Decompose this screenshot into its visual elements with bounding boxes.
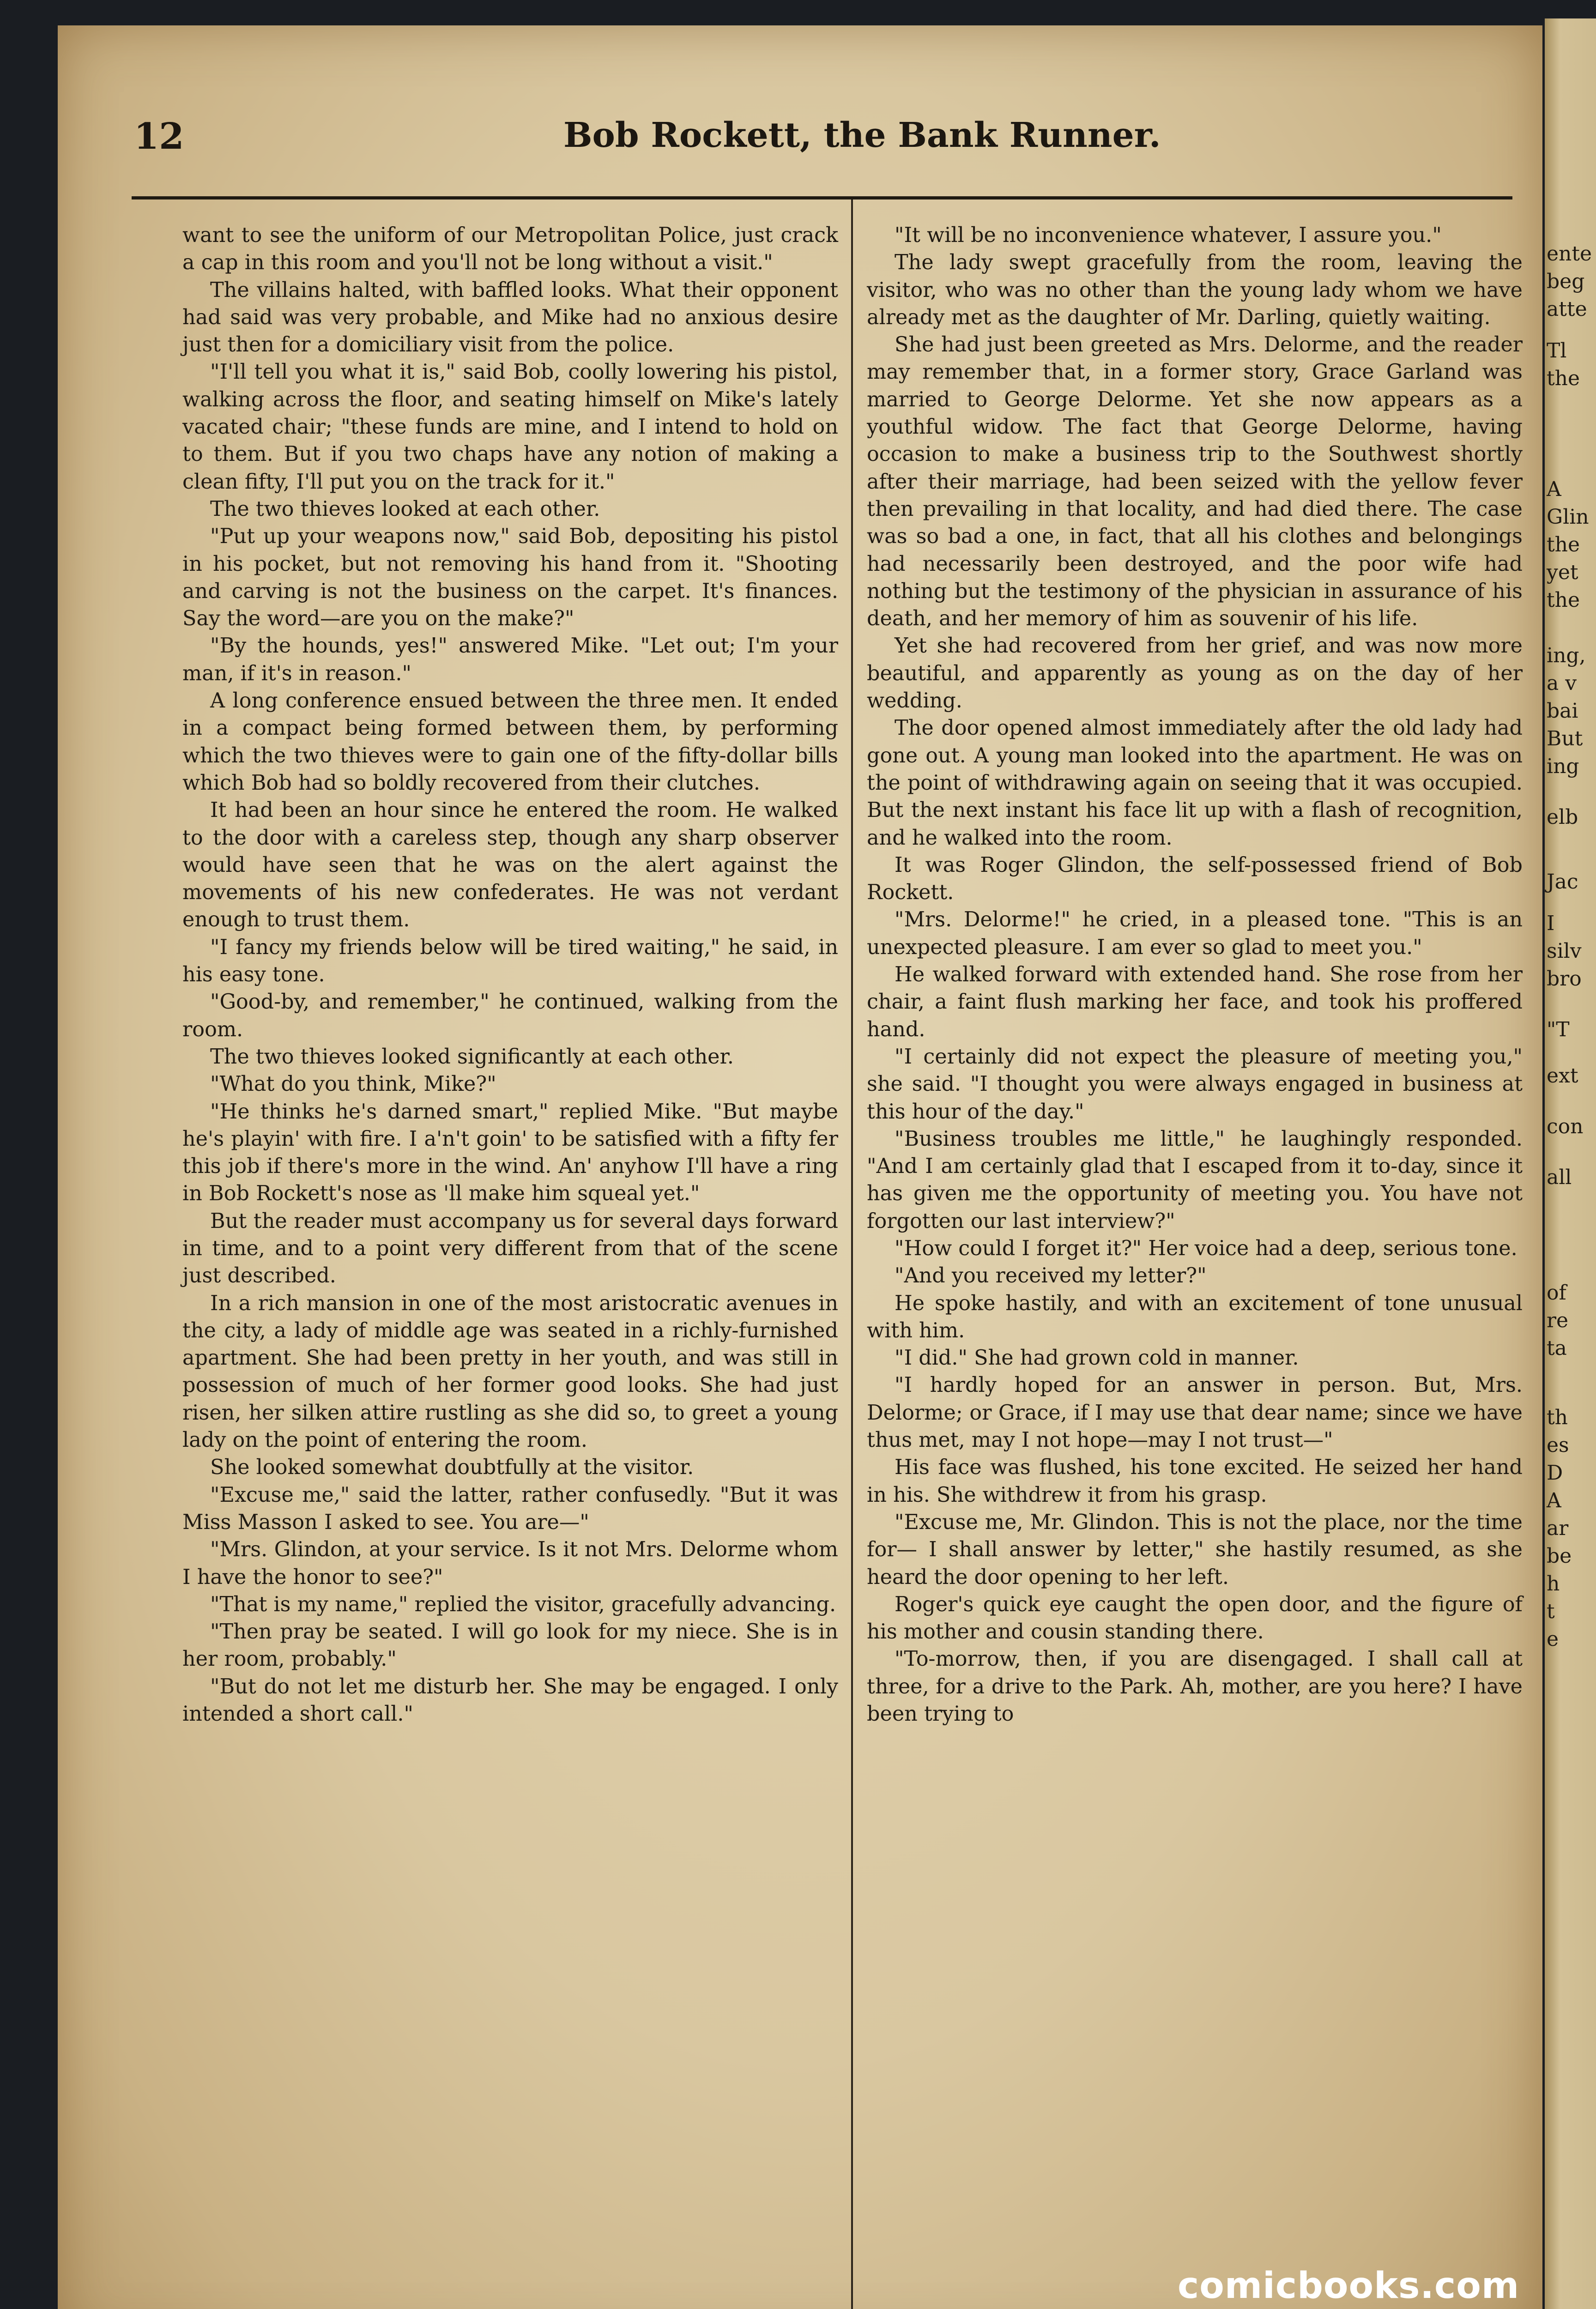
left-column [182, 222, 838, 1728]
paragraph: "Put up your weapons now," said Bob, depositing his pistol in his pocket, but not removing his hand from it. "Shooting and carving is not the business on the carpet. It's finances. Say the word—are you on the make?" [182, 525, 838, 631]
paragraph: She had just been greeted as Mrs. Delorme, and the reader may remember that, in a former story, Grace Garland was married to George Delorme. Yet she now appears as a youthful widow. The fact that George Delorme, having occasion to make a business trip to the Southwest shortly after their marriage, had been seized with the yellow fever then prevailing in that locality, and had died there. The case was so bad a one, in fact, that all his clothes and belongings had necessarily been destroyed, and the poor wife had nothing but the testimony of the physician in assurance of his death, and her memory of him as souvenir of his life. [867, 333, 1523, 631]
paragraph: "I hardly hoped for an answer in person. But, Mrs. Delorme; or Grace, if I may use that dear name; since we have thus met, may I not hope—may I not trust—" [867, 1373, 1523, 1452]
paragraph: "I certainly did not expect the pleasure of meeting you," she said. "I thought you were always engaged in business at this hour of the day." [867, 1045, 1523, 1124]
adjacent-page-edge [1545, 18, 1596, 2309]
next-page-fragment: the [1547, 533, 1580, 556]
paragraph: The door opened almost immediately after the old lady had gone out. A young man looked into the apartment. He was on the point of withdrawing again on seeing that it was occupied. But the next instant his face lit up with a flash of recognition, and he walked into the room. [867, 716, 1523, 850]
next-page-fragment: D [1547, 1461, 1563, 1485]
paragraph: "Business troubles me little," he laughingly responded. "And I am certainly glad that I escaped from it to-day, since it has given me the opportunity of meeting you. You have not forgotten our last interview?" [867, 1127, 1523, 1233]
next-page-fragment: Jac [1547, 870, 1578, 894]
paragraph: The villains halted, with baffled looks. What their opponent had said was very probable, and Mike had no anxious desire just then for a domiciliary visit from the police. [182, 278, 838, 357]
next-page-fragment: e [1547, 1627, 1559, 1651]
next-page-fragment: es [1547, 1433, 1569, 1457]
next-page-fragment: beg [1547, 270, 1585, 293]
paragraph: "He thinks he's darned smart," replied Mike. "But maybe he's playin' with fire. I a'n't goin' to be satisfied with a fifty fer this job if there's more in the wind. An' anyhow I'll have a ring in Bob Rockett's nose as 'll make him squeal yet." [182, 1100, 838, 1206]
paragraph: "To-morrow, then, if you are disengaged. I shall call at three, for a drive to the Park. Ah, mother, are you here? I have been trying to [867, 1647, 1523, 1726]
paragraph: "Excuse me, Mr. Glindon. This is not the place, nor the time for— I shall answer by letter," she hastily resumed, as she heard the door opening to her left. [867, 1510, 1523, 1589]
paragraph: "I'll tell you what it is," said Bob, coolly lowering his pistol, walking across the floor, and seating himself on Mike's lately vacated chair; "these funds are mine, and I intend to hold on to them. But if you two chaps have any notion of making a clean fifty, I'll put you on the track for it." [182, 360, 838, 494]
paragraph: "Good-by, and remember," he continued, walking from the room. [182, 990, 838, 1041]
next-page-fragment: bai [1547, 699, 1578, 723]
next-page-fragment: Tl [1547, 339, 1567, 363]
paragraph: "But do not let me disturb her. She may be engaged. I only intended a short call." [182, 1674, 838, 1726]
paragraph: He walked forward with extended hand. She rose from her chair, a faint flush marking her face, and took his proffered hand. [867, 963, 1523, 1041]
paragraph: She looked somewhat doubtfully at the visitor. [210, 1456, 694, 1480]
paragraph: His face was flushed, his tone excited. He seized her hand in his. She withdrew it from his grasp. [867, 1456, 1523, 1507]
next-page-fragment: A [1547, 1489, 1561, 1512]
next-page-fragment: ing [1547, 755, 1579, 778]
next-page-fragment: all [1547, 1166, 1572, 1189]
paragraph: It had been an hour since he entered the room. He walked to the door with a careless step, though any sharp observer would have seen that he was on the alert against the movements of his new confederates. He was not verdant enough to trust them. [182, 798, 838, 932]
next-page-fragment: bro [1547, 967, 1582, 991]
next-page-fragment: be [1547, 1544, 1572, 1568]
next-page-fragment: I [1547, 912, 1555, 935]
paragraph: Roger's quick eye caught the open door, and the figure of his mother and cousin standing there. [867, 1592, 1523, 1644]
next-page-fragment: silv [1547, 939, 1582, 963]
header-rule [132, 196, 1512, 199]
paragraph: The two thieves looked significantly at each other. [210, 1045, 734, 1069]
next-page-fragment: A [1547, 478, 1561, 501]
paragraph: "How could I forget it?" Her voice had a deep, serious tone. [895, 1236, 1517, 1260]
paragraph: "I did." She had grown cold in manner. [895, 1346, 1299, 1370]
column-divider [851, 199, 853, 2309]
next-page-fragment: t [1547, 1600, 1555, 1623]
next-page-fragment: But [1547, 727, 1583, 750]
paragraph: It was Roger Glindon, the self-possessed friend of Bob Rockett. [867, 853, 1523, 905]
next-page-fragment: the [1547, 588, 1580, 612]
next-page-fragment: ente [1547, 242, 1592, 266]
page-number: 12 [134, 115, 184, 157]
next-page-fragment: h [1547, 1572, 1560, 1596]
page-header [134, 115, 1510, 171]
next-page-fragment: a v [1547, 671, 1577, 695]
next-page-fragment: ing, [1547, 644, 1586, 667]
watermark: comicbooks.com [1178, 2265, 1520, 2307]
paragraph: "What do you think, Mike?" [210, 1072, 496, 1096]
paragraph: He spoke hastily, and with an excitement of tone unusual with him. [867, 1291, 1523, 1342]
paragraph: "That is my name," replied the visitor, gracefully advancing. [210, 1592, 836, 1616]
running-title: Bob Rockett, the Bank Runner. [563, 115, 1161, 155]
paragraph: But the reader must accompany us for several days forward in time, and to a point very different from that of the scene just described. [182, 1209, 838, 1288]
paragraph: "And you received my letter?" [895, 1264, 1207, 1288]
paragraph: "I fancy my friends below will be tired waiting," he said, in his easy tone. [182, 935, 838, 987]
paragraph: "It will be no inconvenience whatever, I assure you." [895, 224, 1442, 247]
next-page-fragment: ext [1547, 1064, 1578, 1088]
next-page-fragment: "T [1547, 1018, 1570, 1041]
paragraph: In a rich mansion in one of the most aristocratic avenues in the city, a lady of middle age was seated in a richly-furnished apartment. She had been pretty in her youth, and was still in possession of much of her former good looks. She had just risen, her silken attire rustling as she did so, to greet a young lady on the point of entering the room. [182, 1291, 838, 1452]
next-page-fragment: elb [1547, 805, 1578, 829]
next-page-fragment: the [1547, 367, 1580, 390]
next-page-fragment: yet [1547, 561, 1578, 584]
next-page-fragment: atte [1547, 297, 1587, 321]
paragraph: "Then pray be seated. I will go look for my niece. She is in her room, probably." [182, 1620, 838, 1671]
next-page-fragment: re [1547, 1309, 1569, 1332]
paragraph: "Excuse me," said the latter, rather confusedly. "But it was Miss Masson I asked to see. You are—" [182, 1483, 838, 1534]
paragraph: "Mrs. Glindon, at your service. Is it not Mrs. Delorme whom I have the honor to see?" [182, 1538, 838, 1589]
next-page-fragment: th [1547, 1406, 1568, 1429]
paragraph: Yet she had recovered from her grief, and was now more beautiful, and apparently as young as on the day of her wedding. [867, 634, 1523, 713]
next-page-fragment: Glin [1547, 505, 1589, 529]
next-page-fragment: con [1547, 1115, 1584, 1138]
paragraph: A long conference ensued between the three men. It ended in a compact being formed between them, by performing which the two thieves were to gain one of the fifty-dollar bills which Bob had so boldly recovered from their clutches. [182, 689, 838, 795]
next-page-fragment: ta [1547, 1336, 1567, 1360]
paragraph: "By the hounds, yes!" answered Mike. "Let out; I'm your man, if it's in reason." [182, 634, 838, 685]
paragraph: The lady swept gracefully from the room, leaving the visitor, who was no other than the young lady whom we have already met as the daughter of Mr. Darling, quietly waiting. [867, 251, 1523, 329]
next-page-fragment: ar [1547, 1517, 1569, 1540]
paragraph: want to see the uniform of our Metropolitan Police, just crack a cap in this room and you'll not be long without a visit." [182, 224, 838, 275]
paragraph: "Mrs. Delorme!" he cried, in a pleased tone. "This is an unexpected pleasure. I am ever so glad to meet you." [867, 908, 1523, 959]
right-column [867, 222, 1523, 1728]
next-page-fragment: of [1547, 1281, 1566, 1305]
paragraph: The two thieves looked at each other. [210, 497, 600, 521]
